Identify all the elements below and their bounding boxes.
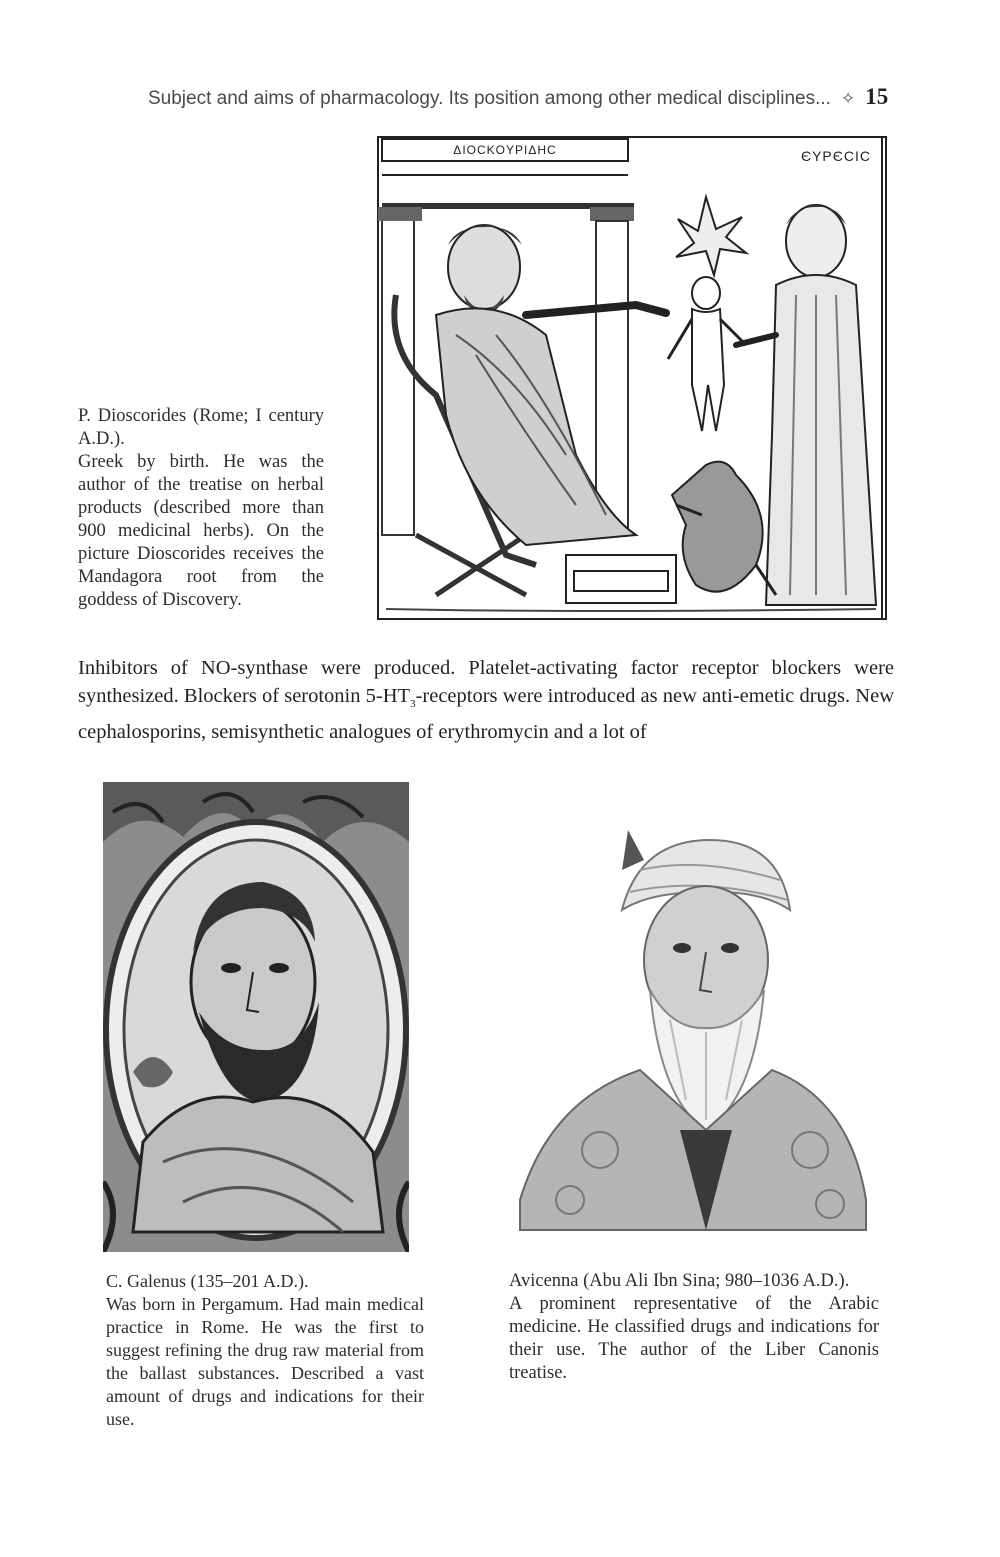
dioscorides-engraving (376, 135, 888, 621)
running-header (148, 84, 896, 110)
banner-right-label: ЄYPЄCIC (801, 148, 871, 164)
body-paragraph (78, 654, 894, 746)
caption-dioscorides-title: P. Dioscorides (Rome; I century A.D.). (78, 406, 324, 449)
caption-dioscorides-text: Greek by birth. He was the author of the treatise on herbal products (described more than 900 medicinal herbs). On the picture Dioscorides receives the Mandagora root from the goddess of Discovery. (78, 452, 324, 610)
caption-avicenna-text: A prominent representative of the Arabic medicine. He classified drugs and indications for their use. The author of the Liber Canonis treatise. (509, 1294, 879, 1383)
dioscorides-engraving-drawing (376, 135, 888, 621)
body-text-part-2: -receptors were introduced as new anti-emetic drugs. New cephalosporins, semisynthetic analogues of erythromycin and a lot of (78, 685, 894, 744)
caption-galenus-text: Was born in Pergamum. Had main medical practice in Rome. He was the first to suggest refining the drug raw material from the ballast substances. Described a vast amount of drugs and indications for their use. (106, 1294, 424, 1429)
banner-left-label: ΔIOCKOYPIΔHC (453, 143, 557, 157)
diamond-star-icon: ✧ (840, 89, 856, 108)
body-text-part-1: Inhibitors of NO-synthase were produced. Platelet-activating factor receptor blockers were synthesized. Blockers of serotonin 5-HT (78, 657, 894, 707)
avicenna-portrait-drawing (510, 800, 870, 1240)
galenus-portrait-drawing (103, 782, 409, 1252)
caption-galenus-title: C. Galenus (135–201 A.D.). (106, 1271, 309, 1291)
page-number: 15 (865, 84, 889, 109)
caption-galenus (106, 1270, 424, 1431)
body-subscript: 3 (410, 698, 416, 711)
galenus-portrait (103, 782, 409, 1252)
caption-avicenna-title: Avicenna (Abu Ali Ibn Sina; 980–1036 A.D.). (509, 1271, 850, 1291)
running-title: Subject and aims of pharmacology. Its position among other medical disciplines... (148, 88, 831, 109)
avicenna-portrait (510, 800, 870, 1240)
caption-dioscorides (78, 405, 324, 612)
caption-avicenna (509, 1270, 879, 1385)
